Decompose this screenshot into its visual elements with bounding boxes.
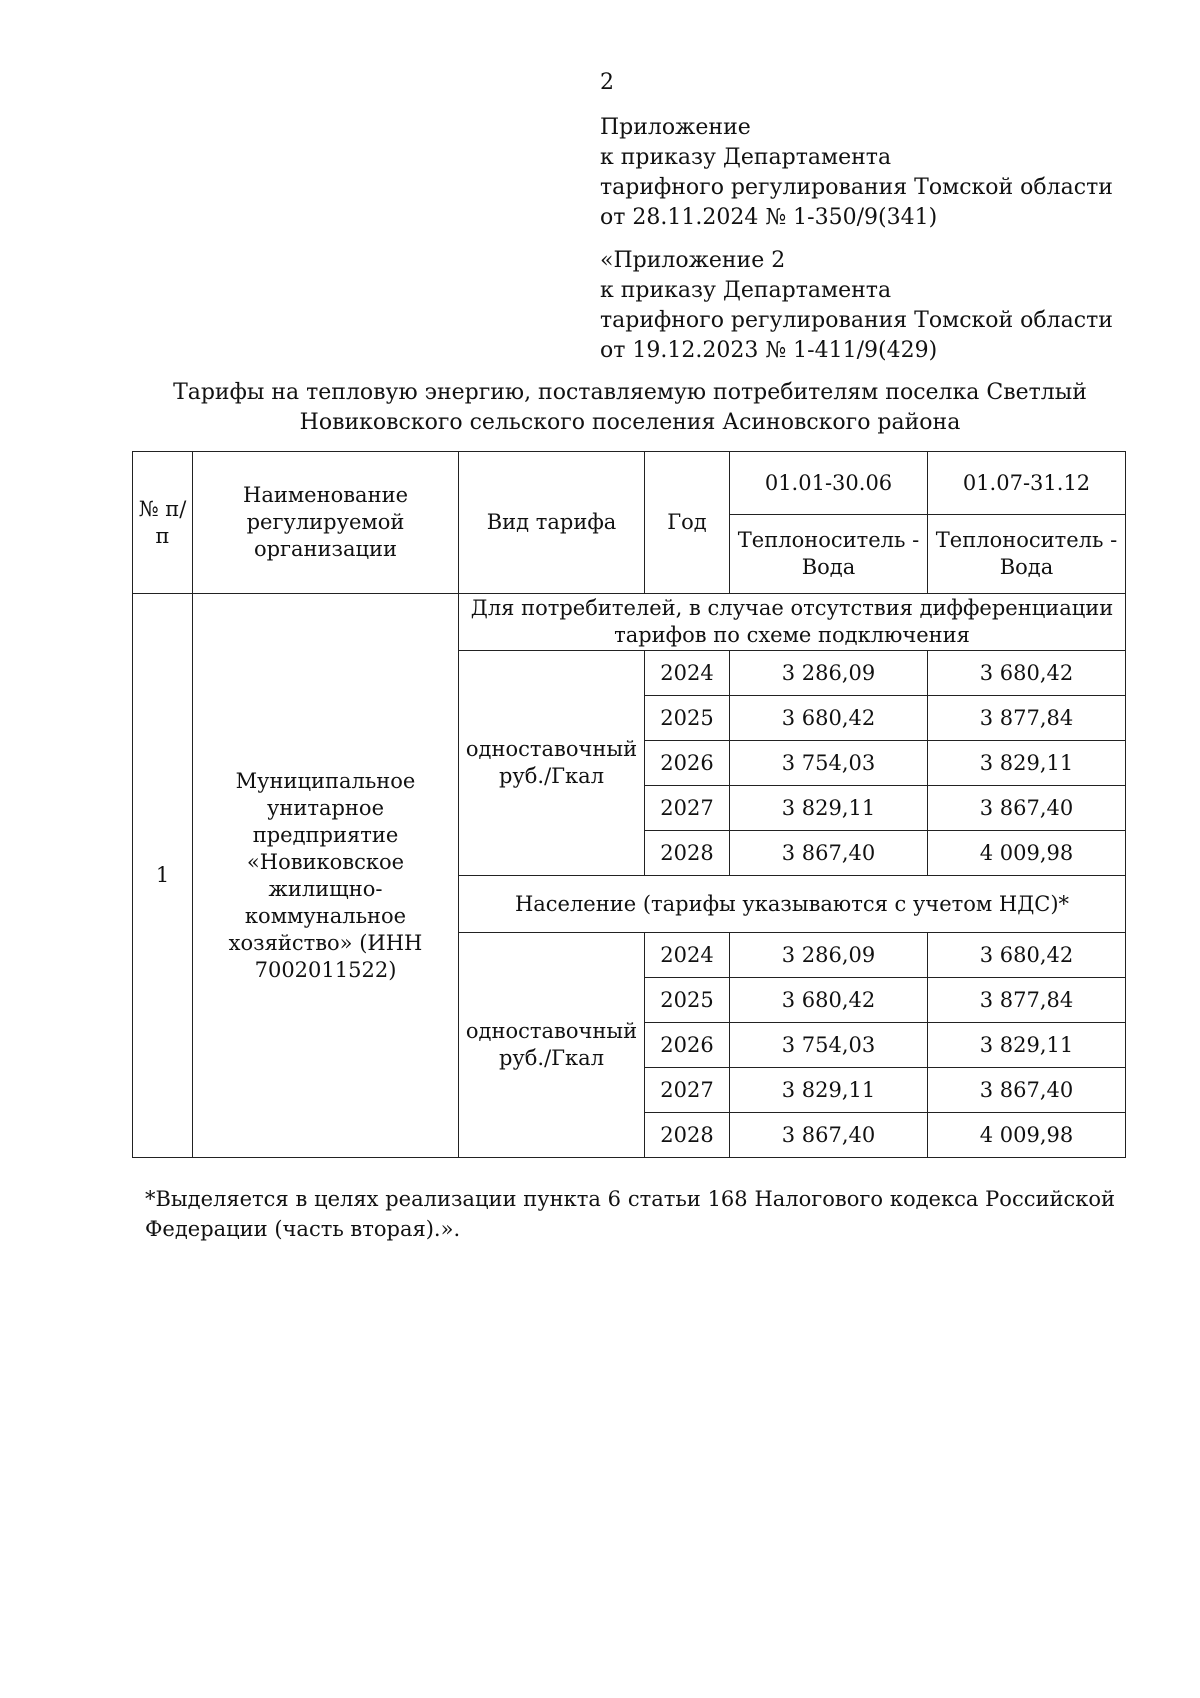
appendix-block-2 — [600, 246, 1113, 366]
value-cell-period-2: 3 829,11 — [928, 1023, 1126, 1068]
year-cell: 2028 — [645, 1113, 730, 1158]
year-cell: 2026 — [645, 1023, 730, 1068]
value-cell-period-2: 3 829,11 — [928, 741, 1126, 786]
header-period-1: 01.01-30.06 — [730, 452, 928, 515]
appendix-line: «Приложение 2 — [600, 248, 786, 273]
title-line-2: Новиковского сельского поселения Асиновского района — [299, 410, 961, 435]
document-title — [130, 378, 1130, 438]
header-tariff-type: Вид тарифа — [459, 452, 645, 594]
value-cell-period-1: 3 829,11 — [730, 786, 928, 831]
value-cell-period-2: 3 877,84 — [928, 978, 1126, 1023]
organization-name: Муниципальное унитарное предприятие «Новиковское жилищно-коммунальное хозяйство» (ИНН 7002011522) — [193, 594, 459, 1158]
value-cell-period-2: 3 680,42 — [928, 933, 1126, 978]
value-cell-period-1: 3 867,40 — [730, 1113, 928, 1158]
value-cell-period-2: 3 680,42 — [928, 651, 1126, 696]
header-num: № п/п — [133, 452, 193, 594]
appendix-line: от 19.12.2023 № 1-411/9(429) — [600, 338, 938, 363]
appendix-line: тарифного регулирования Томской области — [600, 308, 1113, 333]
header-year: Год — [645, 452, 730, 594]
tariff-type-cell: одноставочный руб./Гкал — [459, 651, 645, 876]
year-cell: 2026 — [645, 741, 730, 786]
header-carrier-1: Теплоноситель - Вода — [730, 515, 928, 594]
header-period-2: 01.07-31.12 — [928, 452, 1126, 515]
group-title: Население (тарифы указываются с учетом НДС)* — [459, 876, 1126, 933]
group-title-row — [133, 594, 1126, 651]
appendix-block-1 — [600, 113, 1113, 233]
row-number: 1 — [133, 594, 193, 1158]
value-cell-period-1: 3 680,42 — [730, 978, 928, 1023]
value-cell-period-1: 3 286,09 — [730, 651, 928, 696]
title-line-1: Тарифы на тепловую энергию, поставляемую потребителям поселка Светлый — [173, 380, 1087, 405]
value-cell-period-2: 3 867,40 — [928, 786, 1126, 831]
value-cell-period-2: 4 009,98 — [928, 1113, 1126, 1158]
footnote: *Выделяется в целях реализации пункта 6 статьи 168 Налогового кодекса Российской Федерации (часть вторая).». — [145, 1187, 1115, 1241]
value-cell-period-1: 3 680,42 — [730, 696, 928, 741]
year-cell: 2025 — [645, 696, 730, 741]
value-cell-period-2: 4 009,98 — [928, 831, 1126, 876]
year-cell: 2027 — [645, 1068, 730, 1113]
value-cell-period-2: 3 867,40 — [928, 1068, 1126, 1113]
value-cell-period-2: 3 877,84 — [928, 696, 1126, 741]
year-cell: 2027 — [645, 786, 730, 831]
appendix-line: к приказу Департамента — [600, 145, 892, 170]
year-cell: 2024 — [645, 651, 730, 696]
appendix-line: Приложение — [600, 115, 751, 140]
appendix-line: тарифного регулирования Томской области — [600, 175, 1113, 200]
value-cell-period-1: 3 754,03 — [730, 1023, 928, 1068]
value-cell-period-1: 3 829,11 — [730, 1068, 928, 1113]
year-cell: 2025 — [645, 978, 730, 1023]
value-cell-period-1: 3 867,40 — [730, 831, 928, 876]
header-carrier-2: Теплоноситель - Вода — [928, 515, 1126, 594]
header-org: Наименование регулируемой организации — [193, 452, 459, 594]
appendix-line: от 28.11.2024 № 1-350/9(341) — [600, 205, 938, 230]
appendix-line: к приказу Департамента — [600, 278, 892, 303]
year-cell: 2024 — [645, 933, 730, 978]
tariff-table — [132, 451, 1126, 1158]
year-cell: 2028 — [645, 831, 730, 876]
group-title: Для потребителей, в случае отсутствия дифференциации тарифов по схеме подключения — [459, 594, 1126, 651]
page-number: 2 — [600, 70, 614, 95]
tariff-type-cell: одноставочный руб./Гкал — [459, 933, 645, 1158]
value-cell-period-1: 3 286,09 — [730, 933, 928, 978]
value-cell-period-1: 3 754,03 — [730, 741, 928, 786]
header-row-1 — [133, 452, 1126, 515]
